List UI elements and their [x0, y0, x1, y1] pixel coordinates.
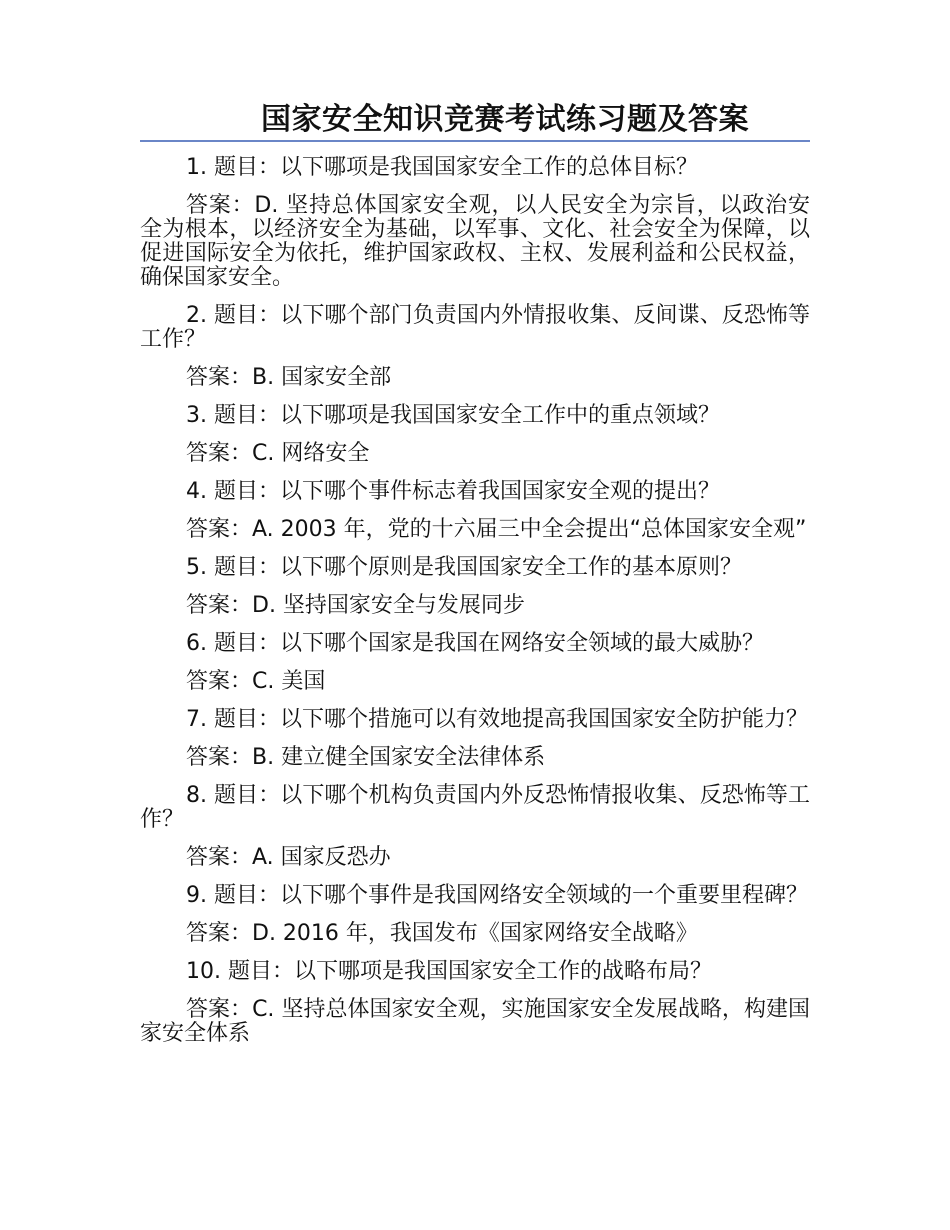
question-8: 8. 题目：以下哪个机构负责国内外反恐怖情报收集、反恐怖等工作？: [140, 783, 810, 832]
document-title: 国家安全知识竞赛考试练习题及答案: [261, 102, 749, 137]
answer-3: 答案：C. 网络安全: [186, 441, 370, 466]
document-page: [140, 100, 810, 1060]
question-4: 4. 题目：以下哪个事件标志着我国国家安全观的提出？: [186, 479, 720, 504]
answer-9: 答案：D. 2016 年，我国发布《国家网络安全战略》: [186, 921, 698, 946]
question-7: 7. 题目：以下哪个措施可以有效地提高我国国家安全防护能力？: [186, 707, 808, 732]
answer-5: 答案：D. 坚持国家安全与发展同步: [186, 593, 525, 618]
question-2: 2. 题目：以下哪个部门负责国内外情报收集、反间谍、反恐怖等工作？: [140, 303, 810, 352]
question-5: 5. 题目：以下哪个原则是我国国家安全工作的基本原则？: [186, 555, 742, 580]
question-10: 10. 题目：以下哪项是我国国家安全工作的战略布局？: [186, 959, 712, 984]
answer-8: 答案：A. 国家反恐办: [186, 845, 391, 870]
answer-7: 答案：B. 建立健全国家安全法律体系: [186, 745, 546, 770]
answer-10: 答案：C. 坚持总体国家安全观，实施国家安全发展战略，构建国家安全体系: [140, 997, 810, 1046]
question-1: 1. 题目：以下哪项是我国国家安全工作的总体目标？: [186, 155, 698, 180]
title-underline: [140, 140, 810, 142]
question-6: 6. 题目：以下哪个国家是我国在网络安全领域的最大威胁？: [186, 631, 764, 656]
question-9: 9. 题目：以下哪个事件是我国网络安全领域的一个重要里程碑？: [186, 883, 808, 908]
answer-2: 答案：B. 国家安全部: [186, 365, 392, 390]
qa-list: [140, 156, 810, 1046]
question-3: 3. 题目：以下哪项是我国国家安全工作中的重点领域？: [186, 403, 720, 428]
answer-4: 答案：A. 2003 年，党的十六届三中全会提出“总体国家安全观”: [186, 517, 807, 542]
answer-6: 答案：C. 美国: [186, 669, 326, 694]
answer-1: 答案：D. 坚持总体国家安全观，以人民安全为宗旨，以政治安全为根本，以经济安全为基础，以军事、文化、社会安全为保障，以促进国际安全为依托，维护国家政权、主权、发展利益和公民权益，确保国家安全。: [140, 193, 810, 290]
